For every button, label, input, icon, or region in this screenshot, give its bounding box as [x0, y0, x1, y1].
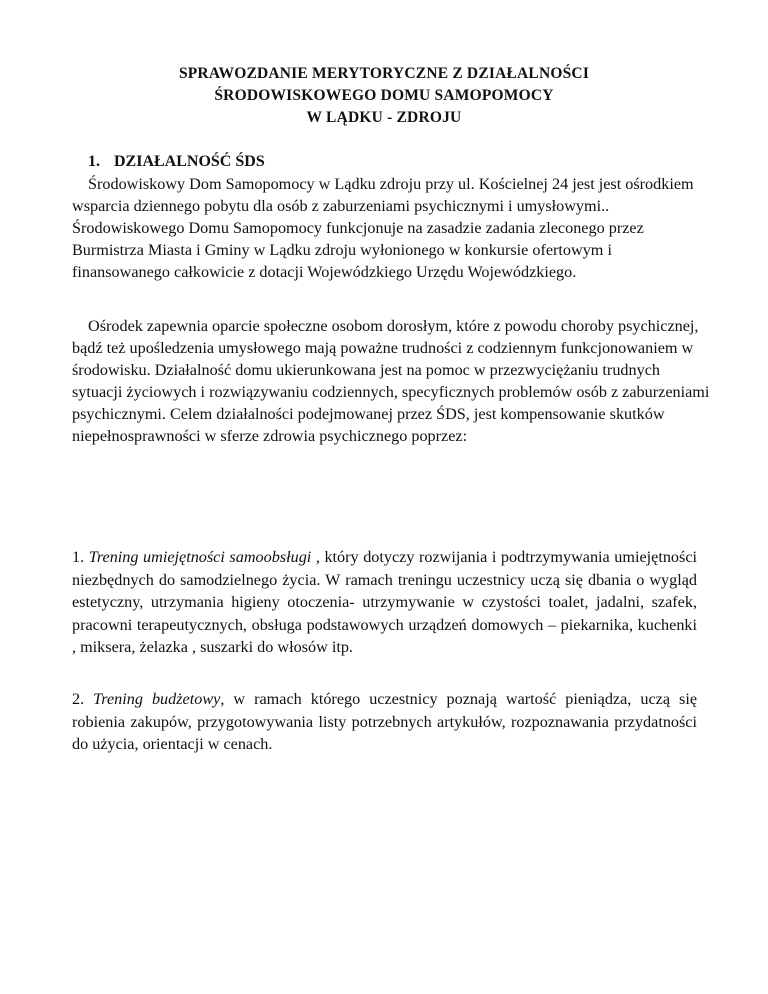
list-item-name: Trening budżetowy — [93, 690, 221, 708]
list-item-text: , w ramach którego uczestnicy poznają wartość pieniądza, uczą się robienia zakupów, przygotowywania listy potrzebnych artykułów, rozpoznawania przydatności do użycia, orientacji w cenach. — [72, 690, 698, 753]
document-title-line-3: W LĄDKU - ZDROJU — [306, 109, 462, 126]
section-heading-text: DZIAŁALNOŚĆ ŚDS — [114, 153, 265, 170]
paragraph-support-text: Ośrodek zapewnia oparcie społeczne osobom dorosłym, które z powodu choroby psychicznej, bądź też upośledzenia umysłowego mają poważne trudności z codziennym funkcjonowaniem w środowisku. Działalność domu ukierunkowana jest na pomoc w przezwyciężaniu trudnych sytuacji życiowych i rozwiązywaniu codziennych, specyficznych problemów osób z zaburzeniami psychicznymi. Celem działalności podejmowanej przez ŚDS, jest kompensowanie skutków niepełnosprawności w sferze zdrowia psychicznego poprzez: — [72, 317, 710, 445]
document-title-line-2: ŚRODOWISKOWEGO DOMU SAMOPOMOCY — [214, 87, 554, 104]
section-heading — [88, 151, 265, 173]
paragraph-intro-text: Środowiskowy Dom Samopomocy w Lądku zdroju przy ul. Kościelnej 24 jest jest ośrodkiem wsparcia dziennego pobytu dla osób z zaburzeniami psychicznymi i umysłowymi.. Środowiskowego Domu Samopomocy funkcjonuje na zasadzie zadania zleconego przez Burmistrza Miasta i Gminy w Lądku zdroju wyłonionego w konkursie ofertowym i finansowanego całkowicie z dotacji Wojewódzkiego Urzędu Wojewódzkiego. — [72, 175, 694, 281]
document-title-line-1: SPRAWOZDANIE MERYTORYCZNE Z DZIAŁALNOŚCI — [178, 65, 590, 82]
list-item — [72, 688, 697, 756]
list-item-number: 2. — [72, 690, 85, 708]
list-item-text: , który dotyczy rozwijania i podtrzymywania umiejętności niezbędnych do samodzielnego życia. W ramach treningu uczestnicy uczą się dbania o wygląd estetyczny, utrzymania higieny otoczenia- utrzymywanie w czystości toalet, jadalni, szafek, pracowni terapeutycznych, obsługa podstawowych urządzeń domowych – piekarnika, kuchenki , miksera, żelazka , suszarki do włosów itp. — [72, 548, 697, 656]
list-item-name: Trening umiejętności samoobsługi — [88, 548, 312, 566]
paragraph-support — [72, 315, 712, 447]
paragraph-intro — [72, 173, 712, 283]
list-item-number: 1. — [72, 548, 85, 566]
list-item — [72, 546, 697, 659]
section-number: 1. — [88, 153, 100, 170]
